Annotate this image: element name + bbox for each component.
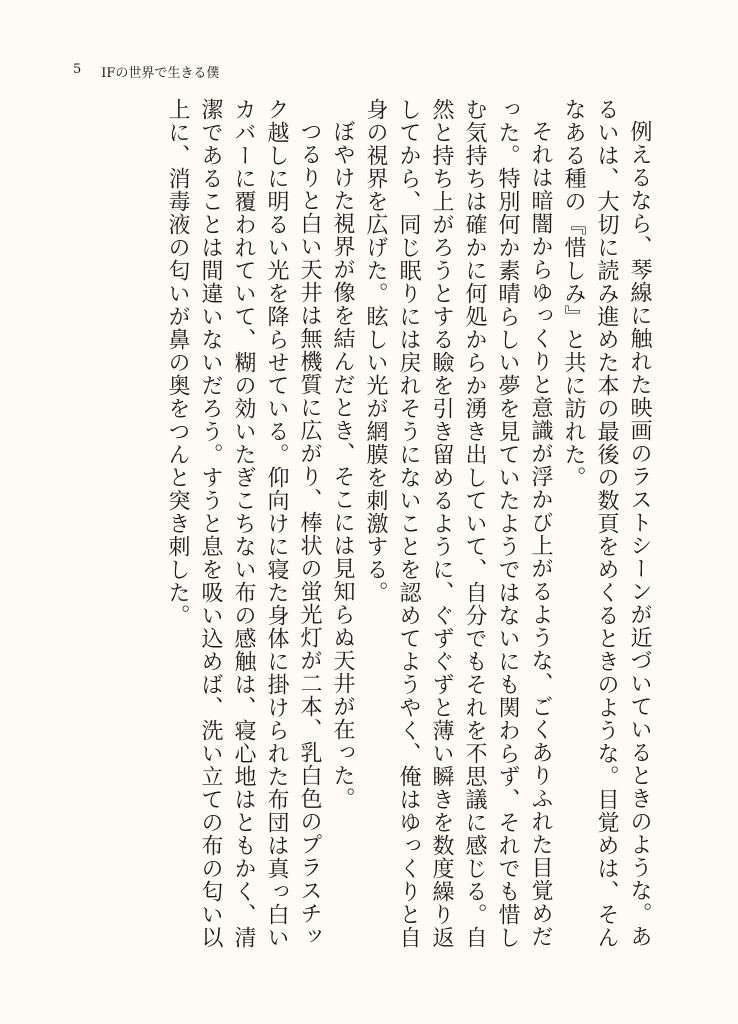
running-title: IFの世界で生きる僕	[101, 66, 220, 81]
page-header	[73, 62, 219, 81]
paragraph: 例えるなら、琴線に触れた映画のラストシーンが近づいているときのような。あるいは、大切に読み進めた本の最後の数頁をめくるときのような。目覚めは、そんなある種の『惜しみ』と共に訪れた。	[561, 98, 652, 949]
page-number: 5	[73, 62, 82, 77]
paragraph: それは暗闇からゆっくりと意識が浮かび上がるような、ごくありふれた目覚めだった。特別何か素晴らしい夢を見ていたようではないにも関わらず、それでも惜しむ気持ちは確かに何処からか湧き出していて、自分でもそれを不思議に感じる。自然と持ち上がろうとする瞼を引き留めるように、ぐずぐずと薄い瞬きを数度繰り返してから、同じ眠りには戻れそうにないことを認めてようやく、俺はゆっくりと自身の視界を広げた。眩しい光が網膜を刺激する。	[363, 98, 553, 949]
body-text	[161, 98, 656, 958]
paragraph: ぼやけた視界が像を結んだとき、そこには見知らぬ天井が在った。	[330, 120, 355, 810]
paragraph: つるりと白い天井は無機質に広がり、棒状の蛍光灯が二本、乳白色のプラスチック越しに明るい光を降らせている。仰向けに寝た身体に掛けられた布団は真っ白いカバーに覆われていて、糊の効いたぎこちない布の感触は、寝心地はともかく、清潔であることは間違いないだろう。すうと息を吸い込めば、洗い立ての布の匂い以上に、消毒液の匂いが鼻の奥をつんと突き刺した。	[165, 98, 322, 949]
